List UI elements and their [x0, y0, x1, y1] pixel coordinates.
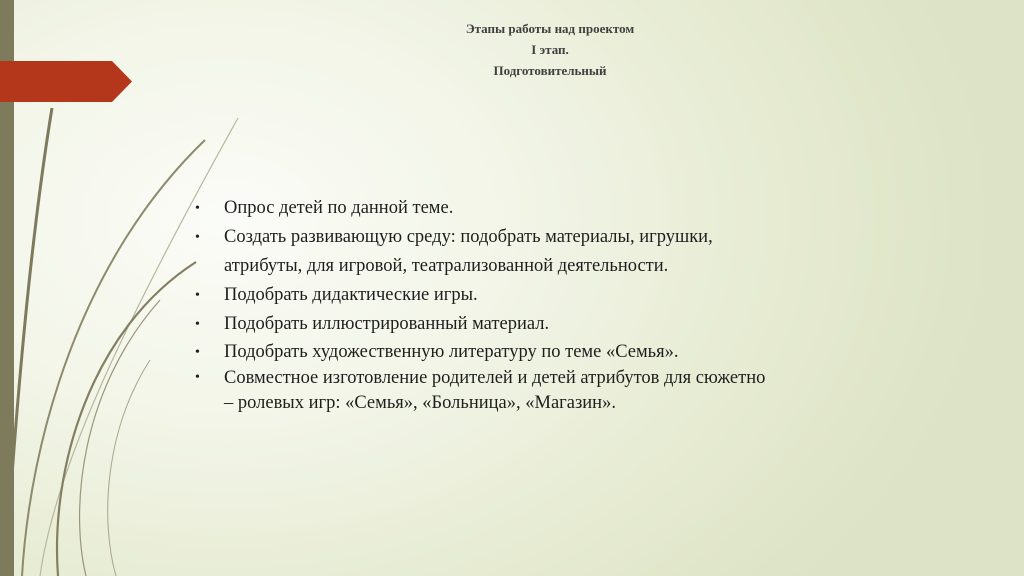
list-item-text: Подобрать дидактические игры. [224, 285, 478, 305]
title-line-1: Этапы работы над проектом [465, 21, 635, 36]
list-item [192, 223, 772, 281]
list-item-text: Подобрать иллюстрированный материал. [224, 314, 550, 334]
bullet-icon: • [195, 345, 200, 360]
bullet-icon: • [195, 230, 200, 245]
bullet-list [192, 194, 772, 415]
bullet-icon: • [195, 201, 200, 216]
list-item [192, 281, 772, 310]
bullet-icon: • [195, 370, 200, 385]
list-item-text: Опрос детей по данной теме. [224, 198, 454, 218]
list-item-text: Подобрать художественную литературу по теме «Семья». [224, 342, 679, 362]
bullet-icon: • [195, 288, 200, 303]
list-item-text: Создать развивающую среду: подобрать материалы, игрушки, атрибуты, для игровой, театрализованной деятельности. [224, 227, 713, 276]
list-item [192, 194, 772, 223]
list-item-text: Совместное изготовление родителей и детей атрибутов для сюжетно – ролевых игр: «Семья», «Больница», «Магазин». [224, 368, 766, 413]
list-item [192, 366, 772, 415]
title-line-2: I этап. [531, 42, 569, 57]
title-line-3: Подготовительный [493, 63, 607, 78]
list-item [192, 310, 772, 339]
list-item [192, 339, 772, 366]
slide-title [350, 18, 750, 81]
bullet-icon: • [195, 317, 200, 332]
